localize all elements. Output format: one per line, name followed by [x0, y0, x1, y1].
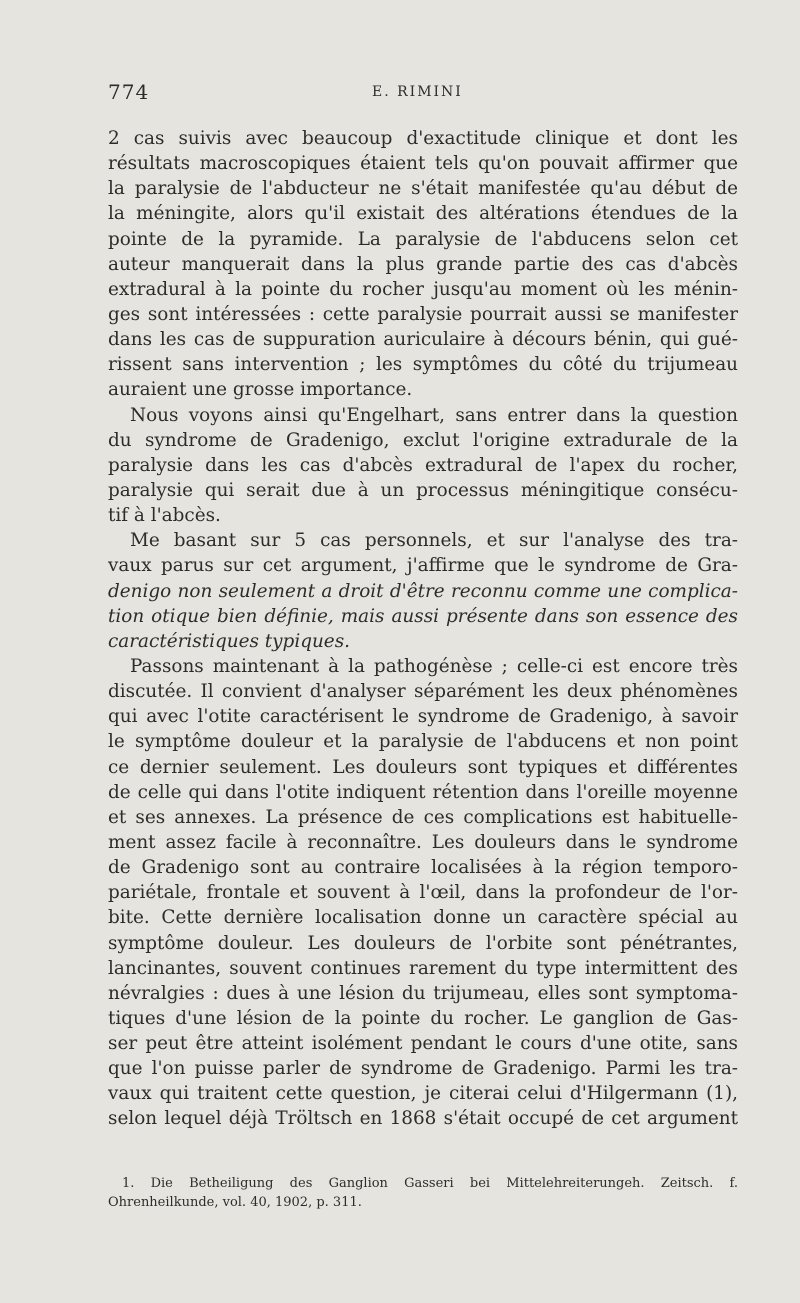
- footnote-line: Ohrenheilkunde, vol. 40, 1902, p. 311.: [108, 1195, 362, 1210]
- paragraph: [108, 403, 738, 529]
- page-number: 774: [108, 80, 150, 104]
- text-line: de Gradenigo sont au contraire localisées à la région temporo-: [108, 857, 738, 879]
- text-line: vaux qui traitent cette question, je citerai celui d'Hilgermann (1),: [108, 1083, 738, 1105]
- main-text: [108, 126, 738, 1132]
- text-line: ges sont intéressées : cette paralysie pourrait aussi se manifester: [108, 303, 738, 325]
- text-line: bite. Cette dernière localisation donne un caractère spécial au: [108, 907, 738, 929]
- text-line: auteur manquerait dans la plus grande partie des cas d'abcès: [108, 253, 738, 275]
- text-line: lancinantes, souvent continues rarement du type intermittent des: [108, 957, 738, 979]
- text-line: 2 cas suivis avec beaucoup d'exactitude clinique et dont les: [108, 128, 738, 149]
- text-line: ment assez facile à reconnaître. Les douleurs dans le syndrome: [108, 831, 738, 853]
- text-line: Me basant sur 5 cas personnels, et sur l'analyse des tra-: [130, 530, 738, 552]
- footnote-line: 1. Die Betheiligung des Ganglion Gasseri bei Mittelehreiterungeh. Zeitsch. f.: [122, 1176, 738, 1191]
- text-line: la paralysie de l'abducteur ne s'était manifestée qu'au début de: [108, 178, 738, 200]
- text-line: résultats macroscopiques étaient tels qu'on pouvait affirmer que: [108, 153, 738, 175]
- text-line: ser peut être atteint isolément pendant le cours d'une otite, sans: [108, 1033, 738, 1055]
- text-line-italic: caractéristiques typiques.: [108, 630, 350, 652]
- text-line: la méningite, alors qu'il existait des altérations étendues de la: [108, 203, 738, 225]
- footnote: [108, 1174, 738, 1212]
- text-line: névralgies : dues à une lésion du trijumeau, elles sont symptoma-: [108, 982, 738, 1004]
- text-line: tiques d'une lésion de la pointe du rocher. Le ganglion de Gas-: [108, 1007, 738, 1029]
- running-header: [108, 80, 738, 110]
- text-line: auraient une grosse importance.: [108, 379, 413, 401]
- text-line: selon lequel déjà Tröltsch en 1868 s'était occupé de cet argument: [108, 1108, 738, 1130]
- text-line: Passons maintenant à la pathogénèse ; celle-ci est encore très: [130, 655, 738, 677]
- text-line-italic: tion otique bien définie, mais aussi présente dans son essence des: [108, 605, 738, 627]
- text-line: paralysie dans les cas d'abcès extradural de l'apex du rocher,: [108, 454, 738, 476]
- text-line: que l'on puisse parler de syndrome de Gradenigo. Parmi les tra-: [108, 1058, 738, 1080]
- text-line: extradural à la pointe du rocher jusqu'au moment où les ménin-: [108, 278, 738, 300]
- text-line: rissent sans intervention ; les symptômes du côté du trijumeau: [108, 354, 738, 376]
- text-line: ce dernier seulement. Les douleurs sont typiques et différentes: [108, 756, 738, 778]
- text-line: le symptôme douleur et la paralysie de l'abducens et non point: [108, 731, 738, 753]
- text-line: dans les cas de suppuration auriculaire à décours bénin, qui gué-: [108, 329, 738, 351]
- text-line: pointe de la pyramide. La paralysie de l'abducens selon cet: [108, 228, 738, 250]
- text-line: de celle qui dans l'otite indiquent rétention dans l'oreille moyenne: [108, 781, 738, 803]
- text-line: du syndrome de Gradenigo, exclut l'origine extradurale de la: [108, 429, 738, 451]
- text-line: vaux parus sur cet argument, j'affirme que le syndrome de Gra-: [108, 555, 738, 577]
- text-line: symptôme douleur. Les douleurs de l'orbite sont pénétrantes,: [108, 932, 738, 954]
- text-line: paralysie qui serait due à un processus méningitique consécu-: [108, 479, 738, 501]
- text-line: qui avec l'otite caractérisent le syndrome de Gradenigo, à savoir: [108, 706, 738, 728]
- text-line: tif à l'abcès.: [108, 505, 221, 527]
- paragraph: [108, 126, 738, 403]
- text-line: pariétale, frontale et souvent à l'œil, dans la profondeur de l'or-: [108, 882, 738, 904]
- text-line-italic: denigo non seulement a droit d'être reconnu comme une complica-: [108, 580, 738, 602]
- text-line: discutée. Il convient d'analyser séparément les deux phénomènes: [108, 681, 738, 703]
- text-line: et ses annexes. La présence de ces complications est habituelle-: [108, 806, 738, 828]
- paragraph: [108, 528, 738, 654]
- text-line: Nous voyons ainsi qu'Engelhart, sans entrer dans la question: [130, 404, 738, 426]
- paragraph: [108, 654, 738, 1132]
- running-head-author: E. RIMINI: [372, 84, 463, 100]
